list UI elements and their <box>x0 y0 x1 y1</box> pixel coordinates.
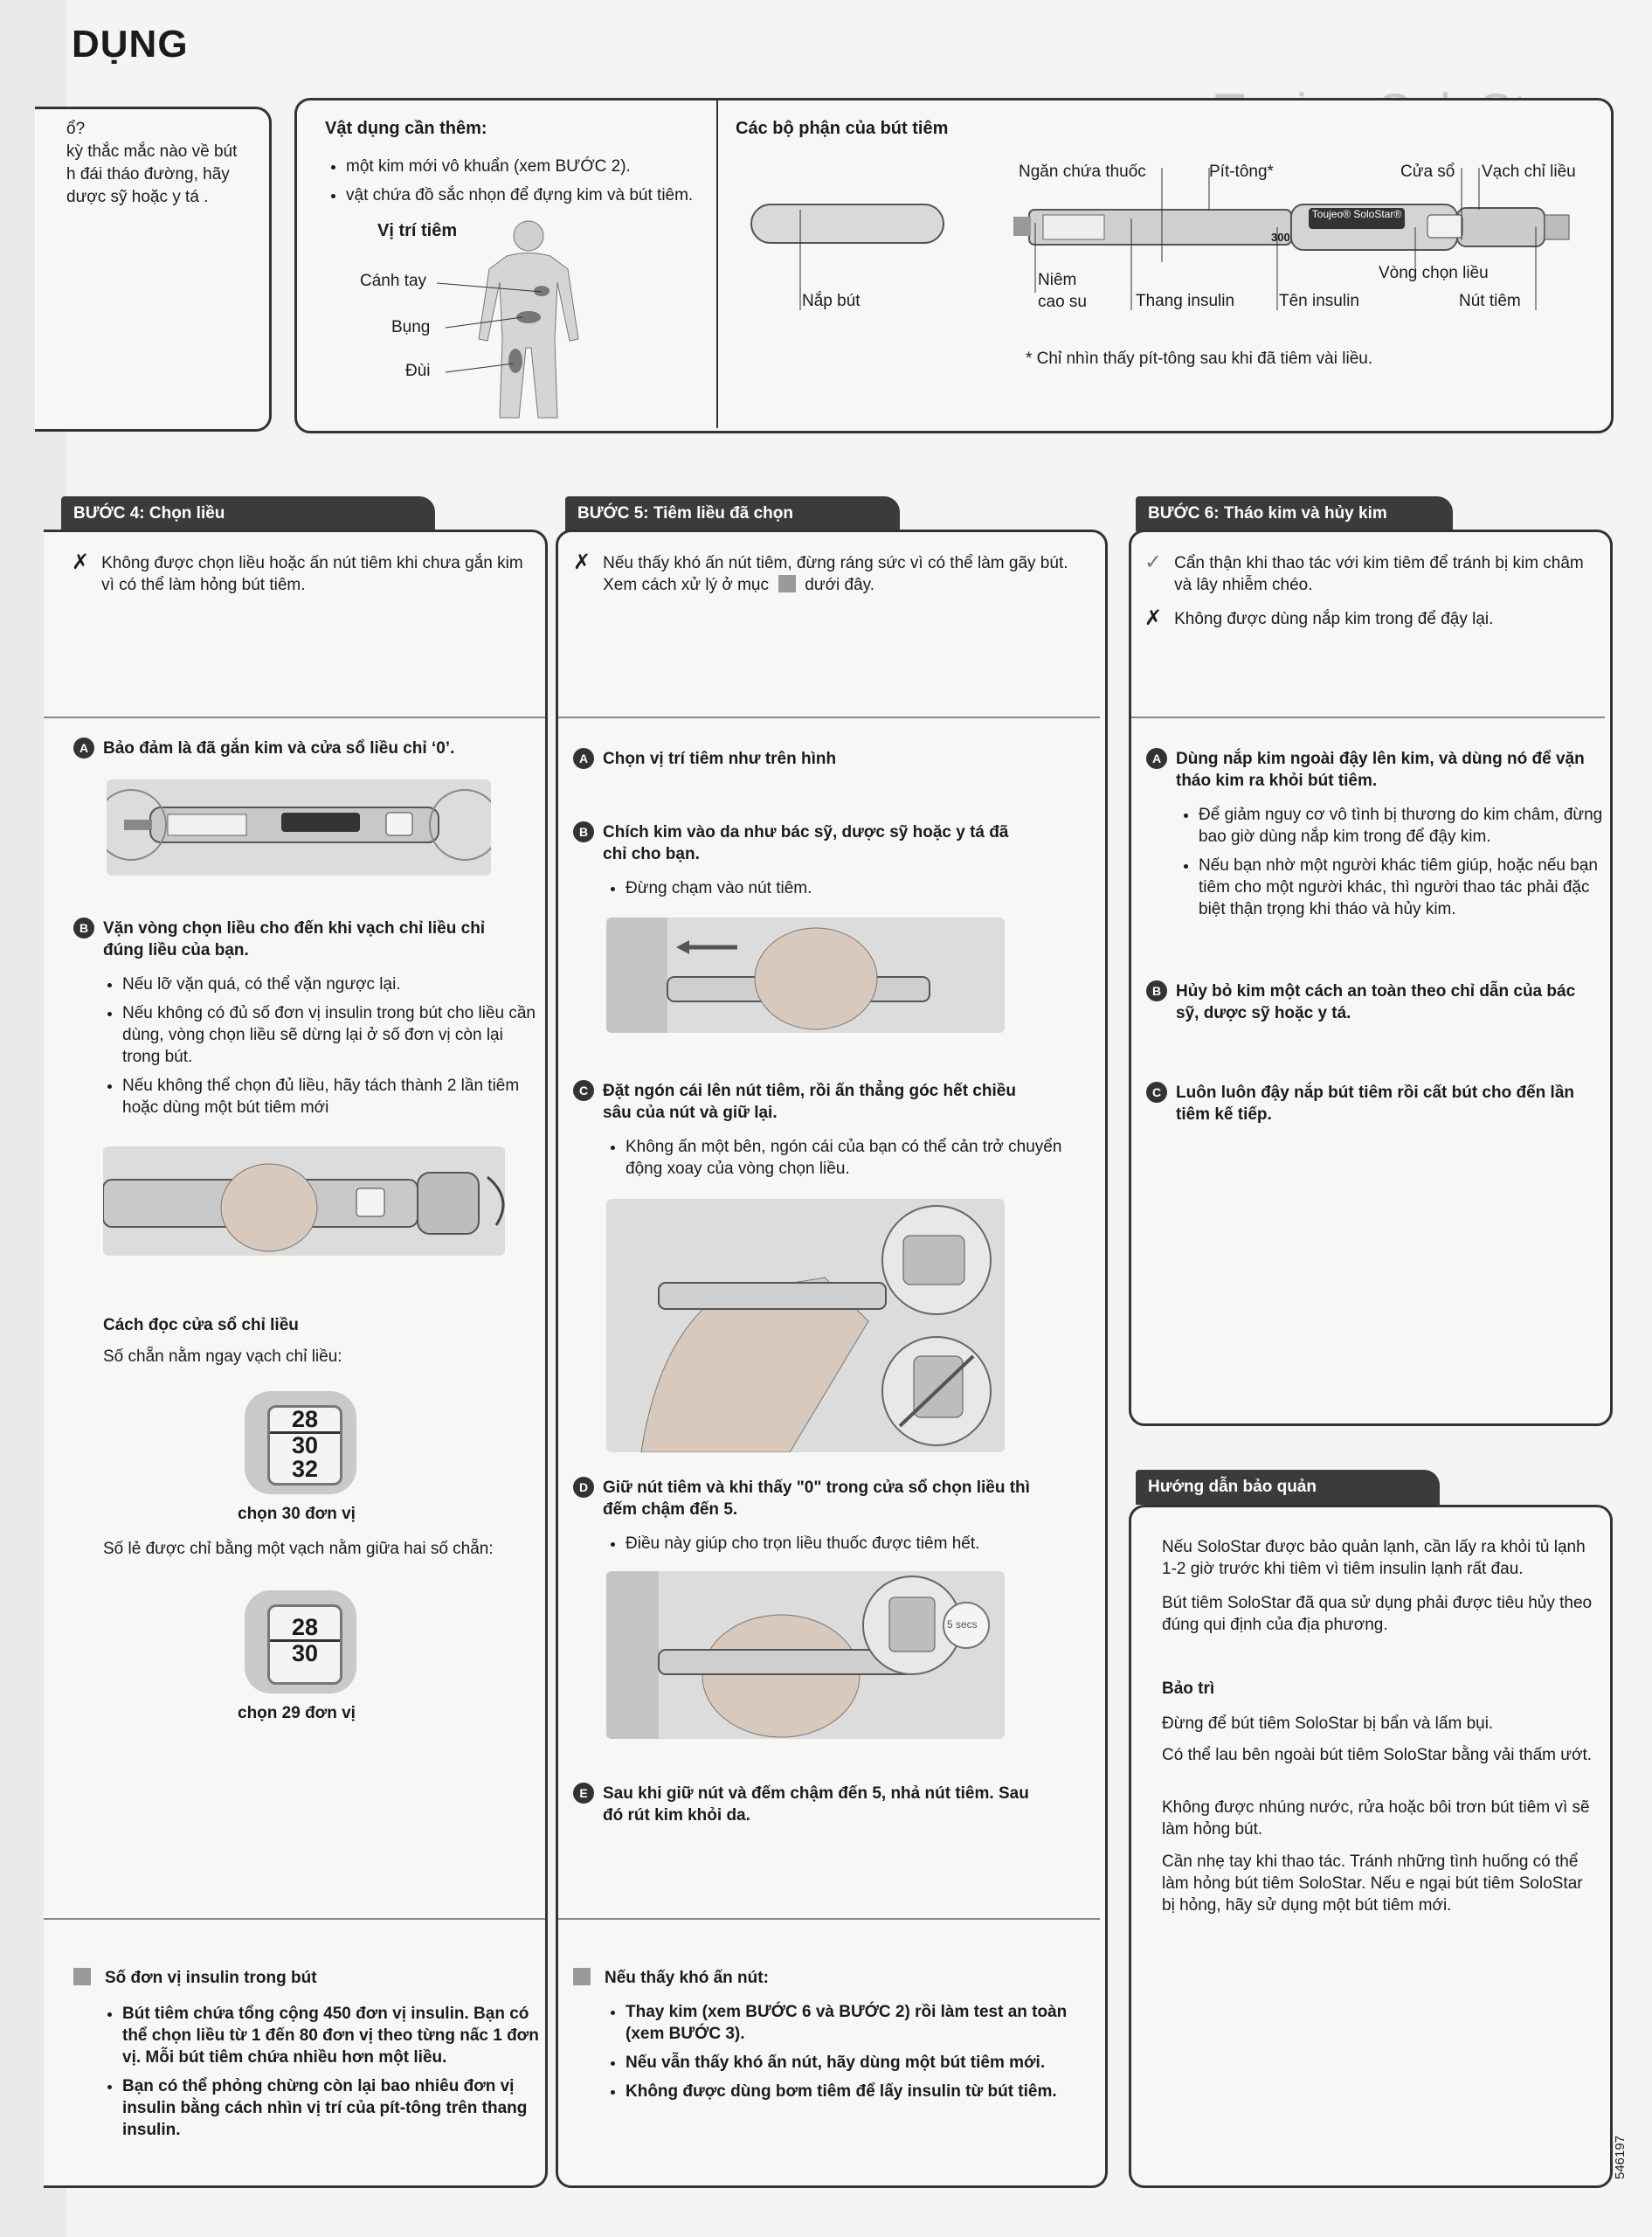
site-label-abdomen: Bụng <box>391 318 431 336</box>
label-insulin-name: Tên insulin <box>1279 292 1359 310</box>
divider <box>44 1918 545 1920</box>
step5-hold-illustration <box>606 1571 1005 1739</box>
step5-warning-pre: Nếu thấy khó ấn nút tiêm, đừng ráng sức vì có thể làm gãy bút. Xem cách xử lý ở mục <box>603 554 1068 594</box>
step5-warning <box>573 552 1089 596</box>
step-b-badge: B <box>73 918 94 938</box>
dial-number: 30 <box>291 1640 319 1666</box>
list-item: • Thay kim (xem BƯỚC 6 và BƯỚC 2) rồi làm test an toàn (xem BƯỚC 3). <box>626 2001 1097 2045</box>
step5-press-illustration <box>606 1199 1005 1452</box>
document-number: 546197 <box>1613 2135 1628 2179</box>
step4-b-text: Vặn vòng chọn liều cho đến khi vạch chỉ liều chỉ đúng liều của bạn. <box>103 919 486 959</box>
site-leader-lines <box>411 262 550 384</box>
step4-info-title-text: Số đơn vị insulin trong bút <box>105 1969 317 1987</box>
maintenance-p4: Cần nhẹ tay khi thao tác. Tránh những tình huống có thể làm hỏng bút tiêm SoloStar. Nếu e ngại bút tiêm SoloStar bị hỏng, hãy sử dụng một bút tiêm mới. <box>1162 1853 1583 1915</box>
info-icon <box>573 1968 591 1985</box>
odd-numbers-text: Số lẻ được chỉ bằng một vạch nằm giữa hai số chẵn: <box>103 1540 494 1558</box>
step-b-badge: B <box>1146 980 1167 1001</box>
step5-info-title-text: Nếu thấy khó ấn nút: <box>605 1969 769 1987</box>
injection-site-title: Vị trí tiêm <box>377 221 458 240</box>
step5-a-text: Chọn vị trí tiêm như trên hình <box>603 750 837 768</box>
list-item: • Nếu vẫn thấy khó ấn nút, hãy dùng một bút tiêm mới. <box>626 2052 1097 2074</box>
pen-strength-label: 300 <box>1271 231 1290 244</box>
page-title: DỤNG <box>72 23 189 66</box>
check-icon: ✓ <box>1144 551 1163 574</box>
odd-caption: chọn 29 đơn vị <box>238 1704 356 1722</box>
step4-info-title <box>73 1968 317 1988</box>
label-rubber-seal: Niêm cao su <box>1038 271 1087 311</box>
label-dose-selector: Vòng chọn liều <box>1379 264 1489 282</box>
label-plunger: Pít-tông* <box>1209 163 1274 181</box>
list-item: • Để giảm nguy cơ vô tình bị thương do kim châm, đừng bao giờ dùng nắp kim trong để đậy kim. <box>1199 804 1614 848</box>
parts-title: Các bộ phận của bút tiêm <box>736 119 949 138</box>
even-caption: chọn 30 đơn vị <box>238 1505 356 1523</box>
step5-info-list <box>606 2001 1097 2109</box>
dial-number: 28 <box>270 1616 340 1642</box>
left-partial-line: h đái tháo đường, hãy <box>66 165 230 184</box>
label-cap: Nắp bút <box>802 292 861 310</box>
maintenance-title: Bảo trì <box>1162 1679 1215 1698</box>
left-partial-text <box>66 118 237 209</box>
label-insulin-scale: Thang insulin <box>1136 292 1235 310</box>
step5-tab: BƯỚC 5: Tiêm liều đã chọn <box>565 496 900 531</box>
step6-b-text: Hủy bỏ kim một cách an toàn theo chỉ dẫn của bác sỹ, dược sỹ hoặc y tá. <box>1176 982 1576 1022</box>
list-item: • Bút tiêm chứa tổng cộng 450 đơn vị insulin. Bạn có thể chọn liều từ 1 đến 80 đơn vị theo từng nấc 1 đơn vị. Mỗi bút tiêm chứa nhiều hơn một liều. <box>122 2003 542 2068</box>
step4-pen-illustration <box>107 779 491 876</box>
divider <box>558 717 1100 718</box>
step-c-badge: C <box>573 1080 594 1101</box>
step5-warning-post: dưới đây. <box>805 576 875 594</box>
step4-b <box>73 918 510 961</box>
storage-tab: Hướng dẫn bảo quản <box>1136 1470 1440 1505</box>
label-dose-pointer: Vạch chỉ liều <box>1482 163 1576 181</box>
list-item: • Không ấn một bên, ngón cái của bạn có thể cản trở chuyển động xoay của vòng chọn liều. <box>626 1136 1062 1180</box>
step6-caution <box>1144 552 1599 596</box>
step5-insert-illustration <box>606 918 1005 1033</box>
left-partial-line: ổ? <box>66 120 86 138</box>
step5-warning-text <box>603 552 1089 596</box>
read-window-title: Cách đọc cửa sổ chỉ liều <box>103 1316 299 1334</box>
step6-a <box>1146 748 1592 792</box>
cross-icon: ✗ <box>573 551 591 574</box>
cross-icon: ✗ <box>1144 606 1163 630</box>
maintenance-p3: Không được nhúng nước, rửa hoặc bôi trơn bút tiêm vì sẽ làm hỏng bút. <box>1162 1798 1590 1839</box>
step5-c <box>573 1080 1027 1124</box>
step5-c-text: Đặt ngón cái lên nút tiêm, rồi ấn thẳng góc hết chiều sâu của nút và giữ lại. <box>603 1082 1016 1122</box>
step6-c-text: Luôn luôn đậy nắp bút tiêm rồi cất bút cho đến lần tiêm kế tiếp. <box>1176 1084 1574 1124</box>
info-icon <box>778 575 796 592</box>
step4-tab: BƯỚC 4: Chọn liều <box>61 496 435 531</box>
maintenance-p2: Có thể lau bên ngoài bút tiêm SoloStar bằng vải thấm ướt. <box>1162 1746 1593 1764</box>
step4-info-list <box>103 2003 542 2148</box>
step-a-badge: A <box>573 748 594 769</box>
divider <box>1131 717 1605 718</box>
step6-a-list <box>1179 804 1614 927</box>
pen-brand-label: Toujeo® SoloStar® <box>1311 208 1402 220</box>
list-item: • Bạn có thể phỏng chừng còn lại bao nhiêu đơn vị insulin bằng cách nhìn vị trí của pít-tông trên thang insulin. <box>122 2075 542 2141</box>
label-cartridge: Ngăn chứa thuốc <box>1019 163 1146 181</box>
list-item: • Nếu không có đủ số đơn vị insulin trong bút cho liều cần dùng, vòng chọn liều sẽ dừng lại ở số đơn vị còn lại trong bút. <box>122 1002 540 1068</box>
step6-warning-text: Không được dùng nắp kim trong để đậy lại. <box>1174 610 1494 628</box>
step6-caution-text: Cẩn thận khi thao tác với kim tiêm để tránh bị kim châm và lây nhiễm chéo. <box>1174 554 1584 594</box>
step-e-badge: E <box>573 1783 594 1804</box>
step6-box <box>1129 530 1613 1426</box>
step5-c-list <box>606 1136 1062 1187</box>
step4-a <box>73 738 528 759</box>
divider <box>558 1918 1100 1920</box>
step5-e <box>573 1783 1045 1826</box>
step6-tab: BƯỚC 6: Tháo kim và hủy kim <box>1136 496 1453 531</box>
maintenance-p1: Đừng để bút tiêm SoloStar bị bẩn và lấm bụi. <box>1162 1714 1494 1733</box>
supplies-title: Vật dụng cần thêm: <box>325 119 487 138</box>
left-partial-line: dược sỹ hoặc y tá . <box>66 188 209 206</box>
step4-warning <box>72 552 526 596</box>
list-item: • Không được dùng bơm tiêm để lấy insulin từ bút tiêm. <box>626 2081 1097 2102</box>
step5-d <box>573 1477 1045 1520</box>
supplies-item: • vật chứa đồ sắc nhọn để đựng kim và bút tiêm. <box>346 184 730 206</box>
supplies-item: • một kim mới vô khuẩn (xem BƯỚC 2). <box>346 156 730 177</box>
dial-number: 32 <box>291 1456 319 1482</box>
step5-e-text: Sau khi giữ nút và đếm chậm đến 5, nhả nút tiêm. Sau đó rút kim khỏi da. <box>603 1784 1029 1825</box>
dose-window-odd <box>245 1590 356 1693</box>
label-injection-button: Nút tiêm <box>1459 292 1521 310</box>
parts-leader-lines <box>786 157 1555 315</box>
even-numbers-text: Số chẵn nằm ngay vạch chỉ liều: <box>103 1347 342 1366</box>
info-icon <box>73 1968 91 1985</box>
list-item: • Điều này giúp cho trọn liều thuốc được tiêm hết. <box>626 1533 1062 1555</box>
step5-b-text: Chích kim vào da như bác sỹ, dược sỹ hoặc y tá đã chỉ cho bạn. <box>603 823 1009 863</box>
parts-footnote: * Chỉ nhìn thấy pít-tông sau khi đã tiêm vài liều. <box>1026 350 1373 368</box>
step-c-badge: C <box>1146 1082 1167 1103</box>
step-b-badge: B <box>573 821 594 842</box>
timer-label: 5 secs <box>947 1618 978 1631</box>
step-a-badge: A <box>1146 748 1167 769</box>
divider <box>44 717 545 718</box>
storage-p2: Bút tiêm SoloStar đã qua sử dụng phải được tiêu hủy theo đúng qui định của địa phương. <box>1162 1594 1593 1634</box>
site-label-arm: Cánh tay <box>360 272 427 290</box>
dose-window-even <box>245 1391 356 1494</box>
label-window: Cửa sổ <box>1400 163 1455 181</box>
step5-a <box>573 748 1080 770</box>
step-a-badge: A <box>73 738 94 758</box>
supplies-list <box>327 156 730 213</box>
step5-b-list <box>606 877 1062 906</box>
cross-icon: ✗ <box>72 551 90 574</box>
step6-b <box>1146 980 1592 1024</box>
step6-warning <box>1144 608 1599 630</box>
storage-p1: Nếu SoloStar được bảo quản lạnh, cần lấy ra khỏi tủ lạnh 1-2 giờ trước khi tiêm vì tiêm insulin lạnh rất đau. <box>1162 1538 1586 1578</box>
step5-info-title <box>573 1968 769 1988</box>
list-item: • Nếu lỡ vặn quá, có thể vặn ngược lại. <box>122 973 540 995</box>
list-item: • Đừng chạm vào nút tiêm. <box>626 877 1062 899</box>
step5-d-text: Giữ nút tiêm và khi thấy "0" trong cửa sổ chọn liều thì đếm chậm đến 5. <box>603 1479 1030 1519</box>
step4-a-text: Bảo đảm là đã gắn kim và cửa sổ liều chỉ ‘0’. <box>103 739 455 758</box>
divider <box>716 100 718 428</box>
step5-b <box>573 821 1027 865</box>
step4-dial-illustration <box>103 1146 505 1256</box>
list-item: • Nếu không thể chọn đủ liều, hãy tách thành 2 lần tiêm hoặc dùng một bút tiêm mới <box>122 1075 540 1118</box>
dial-number: 30 <box>270 1431 340 1458</box>
list-item: • Nếu bạn nhờ một người khác tiêm giúp, hoặc nếu bạn tiêm cho một người khác, thì người thao tác phải đặc biệt thận trọng khi tháo và hủy kim. <box>1199 855 1614 920</box>
left-partial-line: kỳ thắc mắc nào về bút <box>66 142 238 161</box>
step4-warning-text: Không được chọn liều hoặc ấn nút tiêm khi chưa gắn kim vì có thể làm hỏng bút tiêm. <box>101 554 523 594</box>
site-label-thigh: Đùi <box>405 362 431 380</box>
step5-d-list <box>606 1533 1062 1562</box>
step4-b-list <box>103 973 540 1125</box>
dial-number: 28 <box>291 1406 319 1432</box>
step6-c <box>1146 1082 1592 1125</box>
step-d-badge: D <box>573 1477 594 1498</box>
step6-a-text: Dùng nắp kim ngoài đậy lên kim, và dùng nó để vặn tháo kim ra khỏi bút tiêm. <box>1176 750 1585 790</box>
